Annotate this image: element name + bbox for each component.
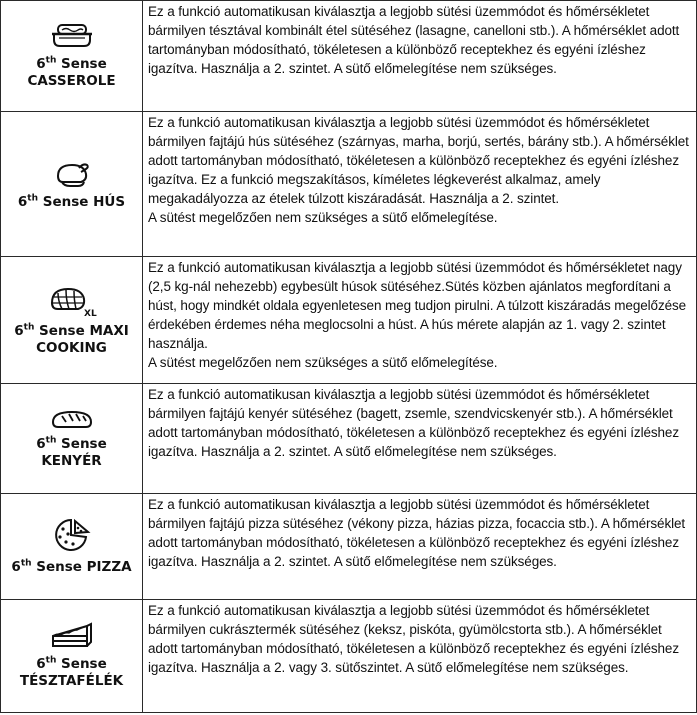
bread-loaf-icon: [50, 408, 94, 430]
table-row: [1, 257, 697, 384]
function-title-line2: TÉSZTAFÉLÉK: [19, 673, 124, 689]
function-title-line2: KENYÉR: [41, 452, 102, 469]
function-title-line2: CASSEROLE: [27, 73, 116, 89]
description-paragraph: A sütést megelőzően nem szükséges a sütő előmelegítése.: [148, 355, 498, 370]
function-description: [143, 112, 697, 257]
description-paragraph: Ez a funkció automatikusan kiválasztja a legjobb sütési üzemmódot és hőmérsékletet bármilyen fajtájú pizza sütéséhez (vékony pizza, házias pizza, focaccia stb.). A hőmérséklet adott tartományban módosítható, tökéletesen a különböző receptekhez és egyéni ízléshez igazítva. Használja a 2. szintet. A sütő előmelegítése nem szükséges.: [148, 497, 686, 569]
function-description: [143, 600, 697, 713]
function-name-cell: [1, 494, 143, 600]
xl-roast-meat-icon: [46, 283, 98, 317]
function-description: [143, 494, 697, 600]
description-paragraph: Ez a funkció automatikusan kiválasztja a legjobb sütési üzemmódot és hőmérsékletet bármilyen fajtájú hús sütéséhez (szárnyas, marha, borjú, sertés, bárány stb.). A hőmérséklet adott tartományban módosítható, tökéletesen a különböző receptekhez és egyéni ízléshez igazítva. Ez a funkció megszakításos, kíméletes légkeverést alkalmaz, amely megakadályozza az ételek túlzott kiszáradását. Használja a 2. szintet.: [148, 115, 689, 206]
pizza-icon: [51, 517, 93, 553]
function-name-cell: [1, 600, 143, 713]
table-row: [1, 600, 697, 713]
description-paragraph: Ez a funkció automatikusan kiválasztja a legjobb sütési üzemmódot és hőmérsékletet bármilyen tésztával kombinált étel sütéséhez (lasagne, canelloni stb.). A hőmérséklet adott tartományban módosítható, tökéletesen a különböző receptekhez és egyéni ízléshez igazítva. Használja a 2. szintet. A sütő előmelegítése nem szükséges.: [148, 4, 680, 76]
function-name-cell: [1, 112, 143, 257]
function-description: [143, 257, 697, 384]
description-paragraph: Ez a funkció automatikusan kiválasztja a legjobb sütési üzemmódot és hőmérsékletet bármilyen fajtájú kenyér sütéséhez (bagett, zsemle, szendvicskenyér stb.). A hőmérséklet adott tartományban módosítható, tökéletesen a különböző receptekhez és egyéni ízléshez igazítva. Használja a 2. szintet. A sütő előmelegítése nem szükséges.: [148, 387, 679, 459]
function-name-cell: [1, 257, 143, 384]
function-title-line1: 6th Sense: [36, 55, 107, 72]
table-row: [1, 384, 697, 494]
description-paragraph: Ez a funkció automatikusan kiválasztja a legjobb sütési üzemmódot és hőmérsékletet nagy (2,5 kg-nál nehezebb) egybesült húsok sütéséhez.Sütés közben ajánlatos megfordítani a húst, hogy mindkét oldala egyenletesen meg tudjon pirulni. A túlzott kiszáradás megelőzése érdekében érdemes néha meglocsolni a húst. A hús mérete alapján az 1. vagy 2. szintet használja.: [148, 260, 687, 351]
function-description: [143, 384, 697, 494]
function-title-line2: COOKING: [36, 340, 107, 356]
xl-label: XL: [83, 309, 97, 317]
function-title-line1: 6th Sense: [36, 435, 107, 452]
cake-slice-icon: [50, 622, 94, 650]
roast-chicken-icon: [52, 158, 92, 188]
function-title-line1: 6th Sense MAXI: [14, 322, 129, 339]
function-title-line1: 6th Sense HÚS: [17, 193, 126, 210]
function-title-line1: 6th Sense: [36, 655, 107, 672]
function-title-line1: 6th Sense PIZZA: [11, 558, 132, 575]
table-row: [1, 112, 697, 257]
table-row: [1, 494, 697, 600]
description-paragraph: Ez a funkció automatikusan kiválasztja a legjobb sütési üzemmódot és hőmérsékletet bármilyen cukrásztermék sütéséhez (keksz, piskóta, gyümölcstorta stb.). A hőmérséklet adott tartományban módosítható, tökéletesen a különböző receptekhez és egyéni ízléshez igazítva. Használja a 2. vagy 3. sütőszintet. A sütő előmelegítése nem szükséges.: [148, 603, 679, 675]
casserole-dish-icon: [50, 22, 94, 50]
table-row: [1, 1, 697, 112]
description-paragraph: A sütést megelőzően nem szükséges a sütő előmelegítése.: [148, 210, 498, 225]
function-name-cell: [1, 384, 143, 494]
function-name-cell: [1, 1, 143, 112]
function-description: [143, 1, 697, 112]
